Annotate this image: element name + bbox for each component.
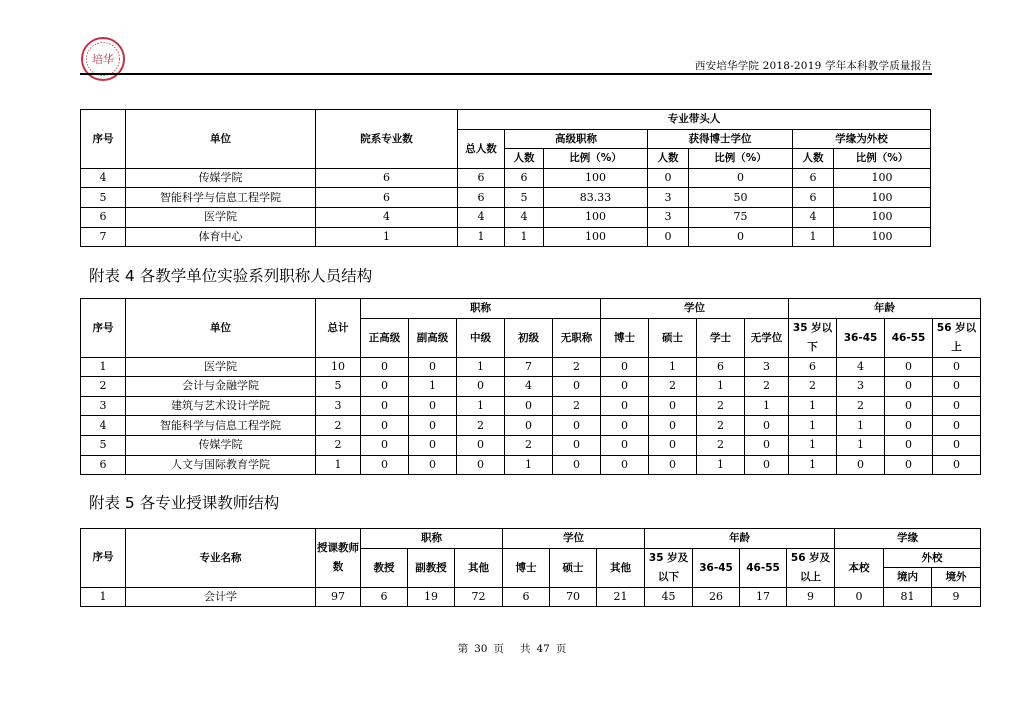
- table-cell: 传媒学院: [126, 435, 316, 455]
- table-cell: 0: [649, 416, 697, 436]
- table-cell: 100: [834, 188, 931, 208]
- table-cell: 81: [884, 587, 932, 607]
- table-cell: 0: [885, 455, 933, 475]
- header-divider: [80, 73, 932, 75]
- header-own: 本校: [835, 548, 884, 587]
- header-teachers: 授课教师数: [316, 529, 361, 588]
- table-cell: 2: [457, 416, 505, 436]
- header-age-col: 36-45: [837, 318, 885, 357]
- header-degree-col: 无学位: [745, 318, 789, 357]
- table-row: [81, 396, 981, 416]
- table-cell: 2: [316, 416, 361, 436]
- table-cell: 97: [316, 587, 361, 607]
- table-cell: 5: [81, 188, 126, 208]
- table-row: [81, 357, 981, 377]
- header-major: 专业名称: [126, 529, 316, 588]
- table-cell: 0: [409, 455, 457, 475]
- table-cell: 100: [834, 207, 931, 227]
- header-unit: 单位: [126, 299, 316, 358]
- table-cell: 0: [885, 377, 933, 397]
- table-cell: 智能科学与信息工程学院: [126, 188, 316, 208]
- table-cell: 9: [932, 587, 981, 607]
- document-header-title: 西安培华学院 2018-2019 学年本科教学质量报告: [694, 60, 932, 72]
- table-cell: 1: [793, 227, 834, 247]
- table-cell: 6: [505, 168, 544, 188]
- table-cell: 智能科学与信息工程学院: [126, 416, 316, 436]
- table-cell: 1: [789, 435, 837, 455]
- table-cell: 1: [505, 455, 553, 475]
- total-pages: 47: [536, 643, 550, 655]
- table-cell: 1: [837, 435, 885, 455]
- header-age: 年龄: [789, 299, 981, 319]
- table-cell: 9: [787, 587, 835, 607]
- table-cell: 7: [81, 227, 126, 247]
- page-unit: 页: [493, 643, 504, 655]
- table-cell: 1: [697, 377, 745, 397]
- header-ratio: 比例（%）: [834, 149, 931, 169]
- table-cell: 6: [81, 207, 126, 227]
- table-cell: 4: [316, 207, 458, 227]
- table-cell: 2: [649, 377, 697, 397]
- table-cell: 4: [505, 377, 553, 397]
- table-cell: 4: [458, 207, 505, 227]
- table-cell: 21: [597, 587, 645, 607]
- table-cell: 72: [455, 587, 503, 607]
- header-title: 职称: [361, 299, 601, 319]
- table-cell: 1: [789, 455, 837, 475]
- header-age-col: 46-55: [885, 318, 933, 357]
- header-group: 专业带头人: [458, 110, 931, 130]
- seal-text: 培华: [92, 53, 114, 66]
- table-cell: 3: [648, 207, 689, 227]
- table-cell: 6: [793, 168, 834, 188]
- table-cell: 2: [81, 377, 126, 397]
- table-cell: 会计学: [126, 587, 316, 607]
- table-cell: 0: [601, 435, 649, 455]
- table-cell: 5: [505, 188, 544, 208]
- table-cell: 0: [933, 416, 981, 436]
- table-cell: 3: [745, 357, 789, 377]
- header-title-col: 正高级: [361, 318, 409, 357]
- table-row: [81, 207, 931, 227]
- header-seq: 序号: [81, 299, 126, 358]
- table-cell: 0: [648, 168, 689, 188]
- header-age-col: 35 岁及以下: [645, 548, 693, 587]
- table-cell: 0: [649, 435, 697, 455]
- table-cell: 50: [689, 188, 793, 208]
- table-cell: 6: [361, 587, 408, 607]
- faculty-leaders-table: [80, 109, 931, 247]
- lab-staff-structure-table: [80, 298, 981, 475]
- table-cell: 6: [458, 168, 505, 188]
- header-title-col: 副高级: [409, 318, 457, 357]
- table-cell: 0: [885, 396, 933, 416]
- table-cell: 6: [697, 357, 745, 377]
- header-majors: 院系专业数: [316, 110, 458, 169]
- table-cell: 1: [789, 416, 837, 436]
- table-cell: 4: [505, 207, 544, 227]
- table-cell: 0: [361, 377, 409, 397]
- header-phd: 获得博士学位: [648, 129, 793, 149]
- table-cell: 0: [457, 455, 505, 475]
- table-row: [81, 455, 981, 475]
- table-cell: 0: [361, 455, 409, 475]
- table-cell: 1: [505, 227, 544, 247]
- table-cell: 2: [697, 396, 745, 416]
- table-row: [81, 168, 931, 188]
- header-age: 年龄: [645, 529, 835, 549]
- header-domestic: 境内: [884, 568, 932, 588]
- table-cell: 0: [361, 396, 409, 416]
- table-cell: 2: [837, 396, 885, 416]
- table-cell: 0: [689, 227, 793, 247]
- table-cell: 100: [544, 207, 648, 227]
- table-cell: 0: [745, 455, 789, 475]
- table-cell: 1: [745, 396, 789, 416]
- table-cell: 6: [789, 357, 837, 377]
- total-unit: 页: [555, 643, 567, 655]
- table-cell: 1: [81, 587, 126, 607]
- table-cell: 0: [601, 377, 649, 397]
- table-cell: 1: [316, 455, 361, 475]
- table-cell: 0: [553, 416, 601, 436]
- table-cell: 1: [81, 357, 126, 377]
- header-total: 总计: [316, 299, 361, 358]
- table-cell: 100: [834, 168, 931, 188]
- table-cell: 2: [697, 416, 745, 436]
- table-cell: 0: [933, 357, 981, 377]
- header-abroad: 境外: [932, 568, 981, 588]
- table-row: [81, 587, 981, 607]
- table-cell: 0: [457, 435, 505, 455]
- header-degree-col: 硕士: [550, 548, 597, 587]
- table-cell: 0: [835, 587, 884, 607]
- table-cell: 0: [649, 396, 697, 416]
- table-cell: 0: [361, 357, 409, 377]
- header-title: 职称: [361, 529, 503, 549]
- header-degree-col: 博士: [503, 548, 550, 587]
- table-cell: 0: [885, 357, 933, 377]
- table-cell: 3: [648, 188, 689, 208]
- total-label: 共: [520, 643, 531, 655]
- table-cell: 70: [550, 587, 597, 607]
- table-cell: 医学院: [126, 357, 316, 377]
- table-cell: 6: [458, 188, 505, 208]
- table-cell: 0: [601, 396, 649, 416]
- header-age-col: 56 岁及以上: [787, 548, 835, 587]
- table-cell: 体育中心: [126, 227, 316, 247]
- table-cell: 2: [789, 377, 837, 397]
- table-cell: 0: [553, 435, 601, 455]
- table-cell: 0: [361, 435, 409, 455]
- table-row: [81, 377, 981, 397]
- table-cell: 1: [837, 416, 885, 436]
- table-cell: 83.33: [544, 188, 648, 208]
- table-cell: 19: [408, 587, 455, 607]
- table-cell: 3: [81, 396, 126, 416]
- table-cell: 0: [745, 416, 789, 436]
- table-cell: 0: [933, 455, 981, 475]
- header-degree-col: 博士: [601, 318, 649, 357]
- table-cell: 0: [601, 455, 649, 475]
- table-cell: 0: [601, 357, 649, 377]
- table-cell: 0: [933, 435, 981, 455]
- table-cell: 2: [553, 396, 601, 416]
- header-title-col: 副教授: [408, 548, 455, 587]
- table-cell: 1: [457, 357, 505, 377]
- table-row: [81, 416, 981, 436]
- header-unit: 单位: [126, 110, 316, 169]
- header-senior: 高级职称: [505, 129, 648, 149]
- table-cell: 100: [834, 227, 931, 247]
- table-cell: 1: [409, 377, 457, 397]
- table-cell: 3: [316, 396, 361, 416]
- table-cell: 2: [316, 435, 361, 455]
- table-cell: 17: [740, 587, 787, 607]
- table-cell: 会计与金融学院: [126, 377, 316, 397]
- header-age-col: 46-55: [740, 548, 787, 587]
- header-title-col: 其他: [455, 548, 503, 587]
- table-cell: 1: [316, 227, 458, 247]
- table-cell: 0: [409, 416, 457, 436]
- table-cell: 1: [789, 396, 837, 416]
- table-cell: 0: [553, 455, 601, 475]
- header-origin: 学缘: [835, 529, 981, 549]
- header-count: 人数: [505, 149, 544, 169]
- table-cell: 0: [553, 377, 601, 397]
- table-cell: 0: [409, 435, 457, 455]
- page-number: 30: [474, 643, 488, 655]
- table-cell: 6: [316, 168, 458, 188]
- table-cell: 3: [837, 377, 885, 397]
- table-caption-4: 附表 4 各教学单位实验系列职称人员结构: [89, 267, 373, 285]
- header-degree: 学位: [503, 529, 645, 549]
- header-title-col: 中级: [457, 318, 505, 357]
- header-title-col: 教授: [361, 548, 408, 587]
- header-degree-col: 学士: [697, 318, 745, 357]
- table-cell: 1: [458, 227, 505, 247]
- table-cell: 4: [81, 168, 126, 188]
- table-cell: 0: [505, 396, 553, 416]
- table-cell: 5: [316, 377, 361, 397]
- table-cell: 100: [544, 227, 648, 247]
- table-cell: 0: [933, 396, 981, 416]
- header-seq: 序号: [81, 110, 126, 169]
- header-external: 学缘为外校: [793, 129, 931, 149]
- table-row: [81, 435, 981, 455]
- table-cell: 6: [503, 587, 550, 607]
- page-label: 第: [457, 643, 469, 655]
- table-cell: 7: [505, 357, 553, 377]
- table-cell: 75: [689, 207, 793, 227]
- header-seq: 序号: [81, 529, 126, 588]
- header-count: 人数: [793, 149, 834, 169]
- table-cell: 2: [505, 435, 553, 455]
- header-age-col: 56 岁以上: [933, 318, 981, 357]
- header-ratio: 比例（%）: [689, 149, 793, 169]
- table-cell: 传媒学院: [126, 168, 316, 188]
- table-cell: 45: [645, 587, 693, 607]
- table-cell: 建筑与艺术设计学院: [126, 396, 316, 416]
- table-cell: 6: [316, 188, 458, 208]
- table-cell: 100: [544, 168, 648, 188]
- table-cell: 0: [885, 416, 933, 436]
- table-cell: 0: [689, 168, 793, 188]
- table-cell: 2: [745, 377, 789, 397]
- table-cell: 医学院: [126, 207, 316, 227]
- table-row: [81, 227, 931, 247]
- header-total: 总人数: [458, 129, 505, 168]
- table-cell: 2: [553, 357, 601, 377]
- header-title-col: 无职称: [553, 318, 601, 357]
- table-row: [81, 188, 931, 208]
- table-cell: 6: [81, 455, 126, 475]
- table-cell: 0: [409, 396, 457, 416]
- header-age-col: 36-45: [693, 548, 740, 587]
- table-cell: 6: [793, 188, 834, 208]
- table-cell: 0: [361, 416, 409, 436]
- teacher-structure-table: [80, 528, 981, 607]
- table-cell: 1: [649, 357, 697, 377]
- table-cell: 5: [81, 435, 126, 455]
- table-cell: 4: [837, 357, 885, 377]
- table-cell: 1: [697, 455, 745, 475]
- header-age-col: 35 岁以下: [789, 318, 837, 357]
- table-cell: 0: [885, 435, 933, 455]
- header-degree-col: 其他: [597, 548, 645, 587]
- header-title-col: 初级: [505, 318, 553, 357]
- table-cell: 4: [793, 207, 834, 227]
- page-footer: [0, 641, 1024, 656]
- table-cell: 10: [316, 357, 361, 377]
- header-degree-col: 硕士: [649, 318, 697, 357]
- table-caption-5: 附表 5 各专业授课教师结构: [89, 494, 280, 512]
- table-cell: 0: [837, 455, 885, 475]
- table-cell: 2: [697, 435, 745, 455]
- table-cell: 0: [933, 377, 981, 397]
- header-degree: 学位: [601, 299, 789, 319]
- table-cell: 0: [505, 416, 553, 436]
- table-cell: 26: [693, 587, 740, 607]
- header-external: 外校: [884, 548, 981, 568]
- header-count: 人数: [648, 149, 689, 169]
- table-cell: 4: [81, 416, 126, 436]
- table-cell: 0: [648, 227, 689, 247]
- table-cell: 1: [457, 396, 505, 416]
- table-cell: 0: [745, 435, 789, 455]
- table-cell: 0: [649, 455, 697, 475]
- header-ratio: 比例（%）: [544, 149, 648, 169]
- table-cell: 0: [409, 357, 457, 377]
- table-cell: 人文与国际教育学院: [126, 455, 316, 475]
- table-cell: 0: [601, 416, 649, 436]
- table-cell: 0: [457, 377, 505, 397]
